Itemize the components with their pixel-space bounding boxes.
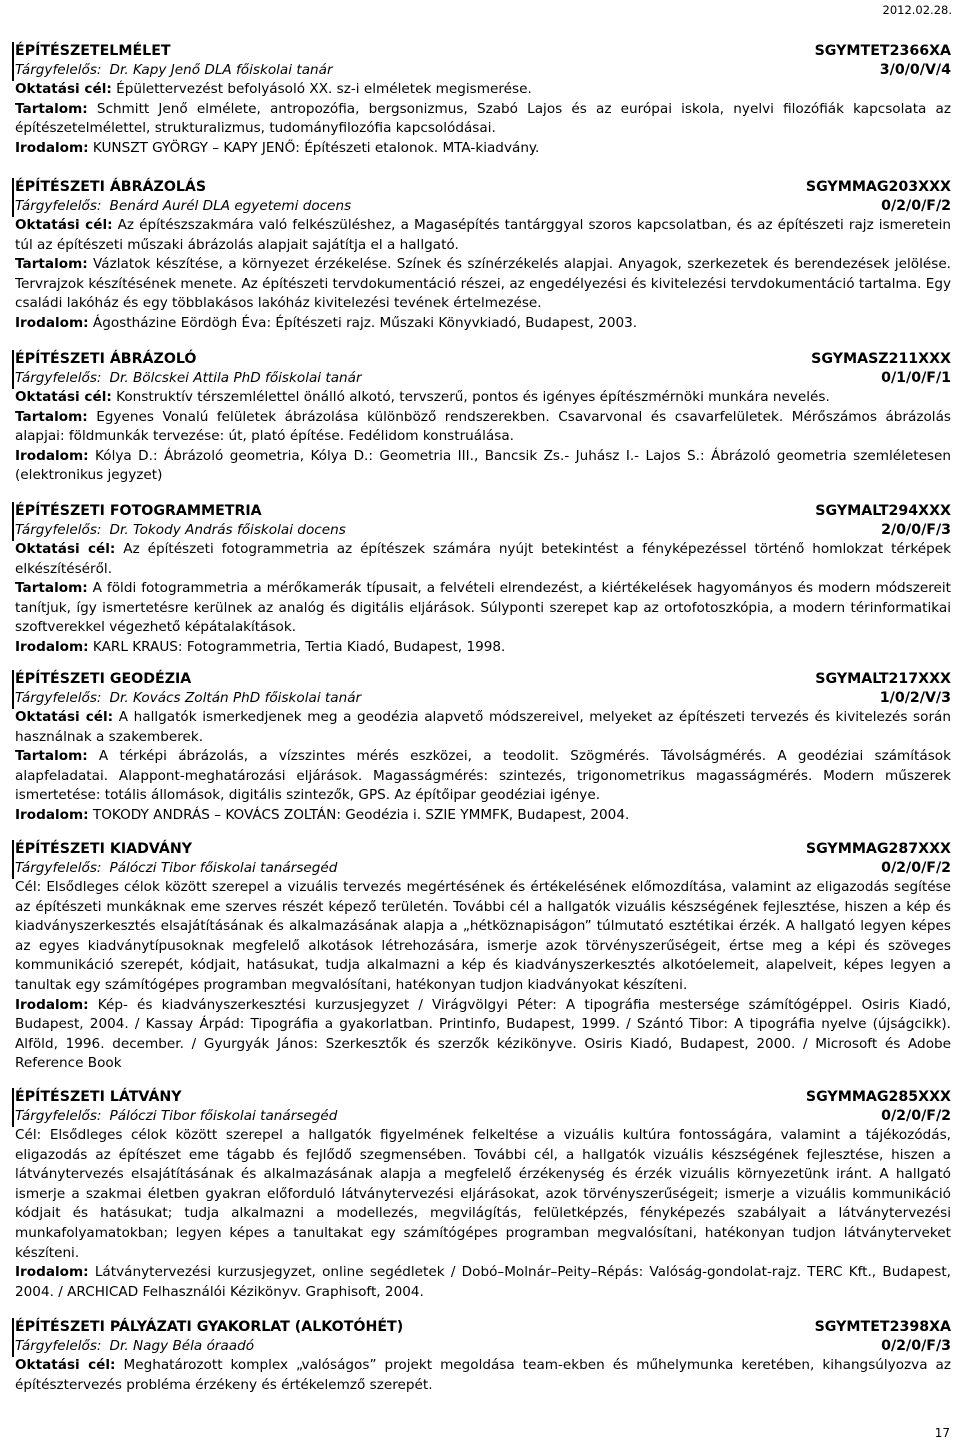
paragraph-text: A földi fotogrammetria a mérőkamerák típusait, a felvételi elrendezést, a kiértékelések hagyományos és modern módszereit tanítjuk, így ismertetésre kerülnek az analóg és digitális eljárások. Súlyponti szerepet kap az ortofotoszkópia, a modern térinformatikai szoftverekkel végezhető képátalakítások.	[15, 580, 951, 636]
responsible-label: Tárgyfelelős:	[15, 198, 102, 214]
course-title: ÉPÍTÉSZETI GEODÉZIA	[15, 671, 192, 687]
course-para1	[12, 388, 951, 408]
course-code: SGYMASZ211XXX	[811, 351, 951, 367]
course-para2	[12, 579, 951, 638]
course-para2	[12, 747, 951, 806]
course-code: SGYMMAG203XXX	[805, 179, 951, 195]
course-para2	[12, 996, 951, 1074]
course-para1	[12, 708, 951, 747]
course-responsible	[15, 369, 362, 388]
course-hours: 1/0/2/V/3	[879, 690, 951, 706]
responsible-name: Dr. Bölcskei Attila PhD főiskolai tanár	[109, 370, 362, 386]
responsible-name: Pálóczi Tibor főiskolai tanársegéd	[109, 860, 338, 876]
paragraph-label: Oktatási cél:	[15, 81, 112, 97]
paragraph-label: Oktatási cél:	[15, 1357, 116, 1373]
course-title: ÉPÍTÉSZETI ÁBRÁZOLÁS	[15, 179, 207, 195]
paragraph-label: Tartalom:	[15, 256, 88, 273]
course-title: ÉPÍTÉSZETELMÉLET	[15, 43, 171, 59]
course-title: ÉPÍTÉSZETI LÁTVÁNY	[15, 1089, 182, 1105]
paragraph-text: Kép- és kiadványszerkesztési kurzusjegyzet / Virágvölgyi Péter: A tipográfia mestersége számítógéppel. Osiris Kiadó, Budapest, 2004. / Kassay Árpád: Tipográfia a gyakorlatban. Printinfo, Budapest, 1999. / Szántó Tibor: A tipográfia nyelve (újságcikk). Alföld, 1996. december. / Gyurgyák János: Szerkesztők és szerzők kézikönyve. Osiris Kiadó, Budapest, 2000. / Microsoft és Adobe Reference Book	[15, 996, 951, 1072]
course-para3	[12, 447, 951, 486]
paragraph-label: Irodalom:	[15, 139, 89, 156]
course-hours: 0/2/0/F/2	[881, 860, 951, 876]
paragraph-text: Cél: Elsődleges célok között szerepel a vizuális tervezés megértésének és értékelésének előmozdítása, valamint az eligazodás segítése az építészeti munkáknak eme szerves részét képező területén. További cél a hallgatók vizuális készségének fejlesztése, hiszen a kép és kiadványszerkesztés elsajátításának és alkalmazásának alapja a „hétköznapiságon” túlmutató esztétikai érzék. A hallgató legyen képes az egyes kiadványtípusoknak megfelelő alkotások létrehozására, ismerje azok törvényszerűségeit, értse meg a képi és szöveges kommunikáció szerepét, kódjait, hatásukat, tudja alkalmazni a kép és kiadványszerkesztés alkotóelemeit, alapelveit, képes legyen a tanultak egy számítógépes programban megvalósítani, hatékonyan tudjon kiadványokat készíteni.	[15, 879, 951, 993]
course-para2	[12, 408, 951, 447]
paragraph-label: Tartalom:	[15, 748, 88, 765]
course-hours: 2/0/0/F/3	[881, 522, 951, 538]
course-hours: 0/2/0/F/2	[881, 1108, 951, 1124]
left-rule	[12, 1088, 14, 1127]
responsible-label: Tárgyfelelős:	[15, 860, 102, 876]
paragraph-label: Irodalom:	[15, 1264, 89, 1281]
paragraph-label: Oktatási cél:	[15, 709, 114, 725]
course-para2	[12, 1263, 951, 1302]
responsible-label: Tárgyfelelős:	[15, 370, 102, 386]
course-para1	[12, 878, 951, 996]
course-hours: 0/2/0/F/2	[881, 198, 951, 214]
paragraph-label: Tartalom:	[15, 100, 88, 117]
paragraph-label: Oktatási cél:	[15, 389, 112, 405]
course-code: SGYMTET2366XA	[814, 43, 951, 59]
course-code: SGYMALT294XXX	[815, 503, 951, 519]
course-code: SGYMMAG285XXX	[805, 1089, 951, 1105]
course-title: ÉPÍTÉSZETI ÁBRÁZOLÓ	[15, 351, 197, 367]
course-hours: 0/1/0/F/1	[881, 370, 951, 386]
responsible-name: Dr. Kapy Jenő DLA főiskolai tanár	[109, 62, 333, 78]
course-para3	[12, 806, 951, 826]
course-para1	[12, 1356, 951, 1395]
left-rule	[12, 178, 14, 217]
course-block	[12, 502, 951, 658]
responsible-label: Tárgyfelelős:	[15, 522, 102, 538]
responsible-name: Dr. Nagy Béla óraadó	[109, 1338, 255, 1354]
course-responsible	[15, 1107, 337, 1126]
course-para3	[12, 139, 951, 159]
paragraph-text: Schmitt Jenő elmélete, antropozófia, bergsonizmus, Szabó Lajos és az európai iskola, nyelvi filozófiák kapcsolata az építészetelmélettel, strukturalizmus, tudományfilozófia kapcsolódásai.	[15, 100, 951, 137]
course-block	[12, 1088, 951, 1302]
paragraph-text: A hallgatók ismerkedjenek meg a geodézia alapvető módszereivel, melyeket az építészeti tervezés és kivitelezés során használnak a szakemberek.	[15, 709, 951, 745]
header-date: 2012.02.28.	[882, 3, 952, 17]
paragraph-label: Irodalom:	[15, 638, 89, 655]
course-para1	[12, 540, 951, 579]
course-responsible	[15, 689, 361, 708]
responsible-name: Dr. Tokody András főiskolai docens	[109, 522, 346, 538]
left-rule	[12, 1318, 14, 1357]
paragraph-label: Tartalom:	[15, 408, 88, 425]
course-hours: 0/2/0/F/3	[881, 1338, 951, 1354]
course-code: SGYMALT217XXX	[815, 671, 951, 687]
course-para2	[12, 100, 951, 139]
paragraph-text: Meghatározott komplex „valóságos” projekt megoldása team-ekben és műhelymunka keretében, kihangsúlyozva az építésztervezés probléma érzékeny és értékelemző szerepét.	[15, 1357, 952, 1393]
paragraph-text: Az építészszakmára való felkészüléshez, a Magasépítés tantárggyal szoros kapcsolatban, és az építészeti rajz ismeretein túl az építészeti műszaki ábrázolás alapjait sajátítja el a hallgató.	[15, 217, 951, 253]
paragraph-text: TOKODY ANDRÁS – KOVÁCS ZOLTÁN: Geodézia i. SZIE YMMFK, Budapest, 2004.	[88, 806, 630, 823]
left-rule	[12, 670, 14, 709]
course-title: ÉPÍTÉSZETI FOTOGRAMMETRIA	[15, 503, 262, 519]
paragraph-label: Irodalom:	[15, 806, 89, 823]
paragraph-text: KARL KRAUS: Fotogrammetria, Tertia Kiadó, Budapest, 1998.	[88, 638, 506, 655]
course-para1	[12, 216, 951, 255]
course-para2	[12, 255, 951, 314]
course-responsible	[15, 859, 337, 878]
paragraph-text: Konstruktív térszemlélettel önálló alkotó, tervszerű, pontos és igényes építészmérnöki munkára nevelés.	[111, 389, 830, 405]
responsible-name: Pálóczi Tibor főiskolai tanársegéd	[109, 1108, 338, 1124]
course-responsible	[15, 521, 346, 540]
course-responsible	[15, 197, 351, 216]
paragraph-text: Látványtervezési kurzusjegyzet, online segédletek / Dobó–Molnár–Peity–Répás: Valóság-gondolat-rajz. TERC Kft., Budapest, 2004. / ARCHICAD Felhasználói Kézikönyv. Graphisoft, 2004.	[15, 1264, 951, 1300]
left-rule	[12, 502, 14, 541]
paragraph-label: Tartalom:	[15, 580, 88, 597]
course-para3	[12, 314, 951, 334]
course-para1	[12, 1126, 951, 1263]
course-para1	[12, 80, 951, 100]
course-code: SGYMMAG287XXX	[805, 841, 951, 857]
responsible-label: Tárgyfelelős:	[15, 690, 102, 706]
course-hours: 3/0/0/V/4	[879, 62, 951, 78]
left-rule	[12, 840, 14, 879]
course-block	[12, 670, 951, 826]
paragraph-text: A térképi ábrázolás, a vízszintes mérés eszközei, a teodolit. Szögmérés. Távolságmérés. A geodéziai számítások alapfeladatai. Alappont-meghatározási eljárások. Magasságmérés: szintezés, trigonometrikus magasságmérés. Modern műszerek ismertetése: totális állomások, digitális szintezők, GPS. Az építőipar geodéziai igénye.	[15, 748, 951, 804]
paragraph-text: Ágostházine Eördögh Éva: Építészeti rajz. Műszaki Könyvkiadó, Budapest, 2003.	[88, 314, 638, 331]
course-block	[12, 840, 951, 1074]
paragraph-text: Vázlatok készítése, a környezet érzékelése. Színek és színérzékelés alapjai. Anyagok, szerkezetek és berendezések jelölése. Tervrajzok készítésének menete. Az építészeti tervdokumentáció részei, az engedélyezési és kivitelezési tervdokumentáció tartalma. Egy családi lakóház és egy többlakásos lakóház kivitelezési tevének értelmezése.	[15, 256, 951, 312]
paragraph-label: Oktatási cél:	[15, 541, 116, 557]
paragraph-label: Irodalom:	[15, 314, 89, 331]
responsible-label: Tárgyfelelős:	[15, 1338, 102, 1354]
left-rule	[12, 42, 14, 81]
course-block	[12, 350, 951, 486]
course-title: ÉPÍTÉSZETI PÁLYÁZATI GYAKORLAT (ALKOTÓHÉT)	[15, 1319, 404, 1335]
responsible-label: Tárgyfelelős:	[15, 62, 102, 78]
course-title: ÉPÍTÉSZETI KIADVÁNY	[15, 841, 193, 857]
paragraph-label: Irodalom:	[15, 447, 89, 464]
paragraph-text: Épülettervezést befolyásoló XX. sz-i elméletek megismerése.	[111, 81, 532, 97]
responsible-name: Dr. Kovács Zoltán PhD főiskolai tanár	[109, 690, 362, 706]
course-responsible	[15, 1337, 254, 1356]
paragraph-label: Irodalom:	[15, 996, 89, 1013]
left-rule	[12, 350, 14, 389]
course-responsible	[15, 61, 333, 80]
course-block	[12, 1318, 951, 1395]
paragraph-text: KUNSZT GYÖRGY – KAPY JENŐ: Építészeti etalonok. MTA-kiadvány.	[88, 139, 540, 156]
paragraph-text: Kólya D.: Ábrázoló geometria, Kólya D.: Geometria III., Bancsik Zs.- Juhász I.- Lajos S.: Ábrázoló geometria szemléletesen (elektronikus jegyzet)	[15, 447, 951, 484]
course-block	[12, 42, 951, 158]
page-number: 17	[934, 1426, 950, 1440]
paragraph-text: Cél: Elsődleges célok között szerepel a hallgatók figyelmének felkeltése a vizuális kultúra fontosságára, valamint a tájékozódás, eligazodás az építészet eme tágabb és fejlődő szegmensében. További cél, a hallgatók vizuális készségének fejlesztése, hiszen a látványtervezés elsajátításának és alkalmazásának alapja a megfelelő érzékenység és érzék vizuális környezetünk iránt. A hallgató ismerje a szakmai életben gyakran előforduló látványtervezési eljárásokat, azok törvényszerűségeit; ismerje a vizuális kommunikáció kódjait és hatásukat; tudja alkalmazni a modellezés, megvilágítás, felületképzés, fényképezés szabályait a látványtervezési munkafolyamatokban; legyen képes a tanultakat egy számítógépes programban megvalósítani, hatékonyan tudjon látványterveket készíteni.	[15, 1127, 951, 1261]
paragraph-text: Egyenes Vonalú felületek ábrázolása különböző rendszerekben. Csavarvonal és csavarfelületek. Mérőszámos ábrázolás alapjai: földmunkák tervezése: út, plató építése. Fedélidom konstruálása.	[15, 408, 951, 445]
course-block	[12, 178, 951, 334]
responsible-name: Benárd Aurél DLA egyetemi docens	[109, 198, 352, 214]
course-code: SGYMTET2398XA	[814, 1319, 951, 1335]
responsible-label: Tárgyfelelős:	[15, 1108, 102, 1124]
course-para3	[12, 638, 951, 658]
paragraph-label: Oktatási cél:	[15, 217, 113, 233]
paragraph-text: Az építészeti fotogrammetria az építészek számára nyújt betekintést a fényképezéssel történő homlokzat térképek elkészítéséről.	[15, 541, 951, 577]
